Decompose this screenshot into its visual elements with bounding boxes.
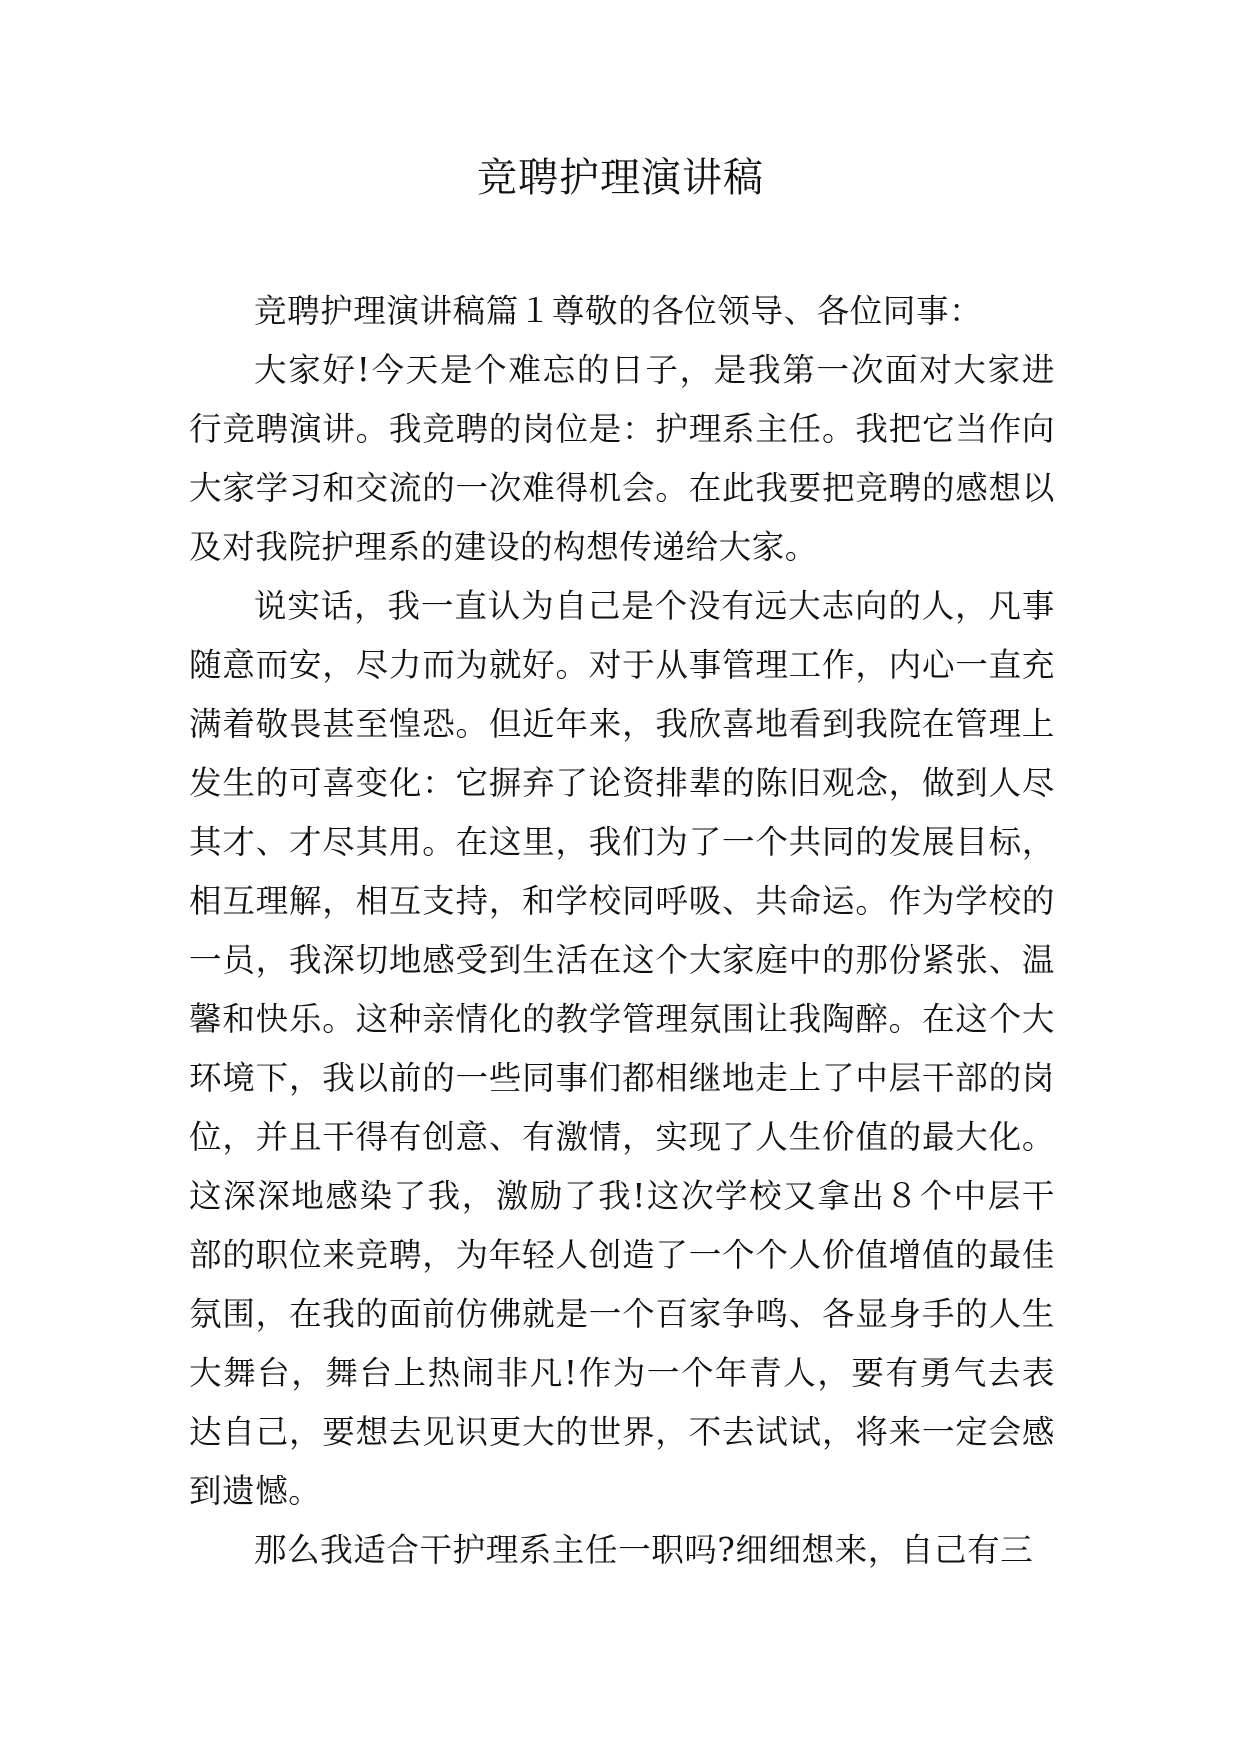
document-title: 竞聘护理演讲稿 xyxy=(477,155,764,201)
paragraph-opening: 大家好!今天是个难忘的日子，是我第一次面对大家进行竞聘演讲。我竞聘的岗位是：护理系主任。我把它当作向大家学习和交流的一次难得机会。在此我要把竞聘的感想以及对我院护理系的建设的构想传递给大家。 xyxy=(189,351,1055,566)
paragraph-greeting: 竞聘护理演讲稿篇１尊敬的各位领导、各位同事： xyxy=(254,292,983,330)
paragraph-qualification: 那么我适合干护理系主任一职吗?细细想来，自己有三 xyxy=(254,1531,1034,1569)
document-body xyxy=(189,282,1055,1580)
paragraph-motivation: 说实话，我一直认为自己是个没有远大志向的人，凡事随意而安，尽力而为就好。对于从事管理工作，内心一直充满着敬畏甚至惶恐。但近年来，我欣喜地看到我院在管理上发生的可喜变化：它摒弃了论资排辈的陈旧观念，做到人尽其才、才尽其用。在这里，我们为了一个共同的发展目标，相互理解，相互支持，和学校同呼吸、共命运。作为学校的一员，我深切地感受到生活在这个大家庭中的那份紧张、温馨和快乐。这种亲情化的教学管理氛围让我陶醉。在这个大环境下，我以前的一些同事们都相继地走上了中层干部的岗位，并且干得有创意、有激情，实现了人生价值的最大化。这深深地感染了我，激励了我!这次学校又拿出８个中层干部的职位来竞聘，为年轻人创造了一个个人价值增值的最佳氛围，在我的面前仿佛就是一个百家争鸣、各显身手的人生大舞台，舞台上热闹非凡!作为一个年青人，要有勇气去表达自己，要想去见识更大的世界，不去试试，将来一定会感到遗憾。 xyxy=(189,587,1055,1510)
